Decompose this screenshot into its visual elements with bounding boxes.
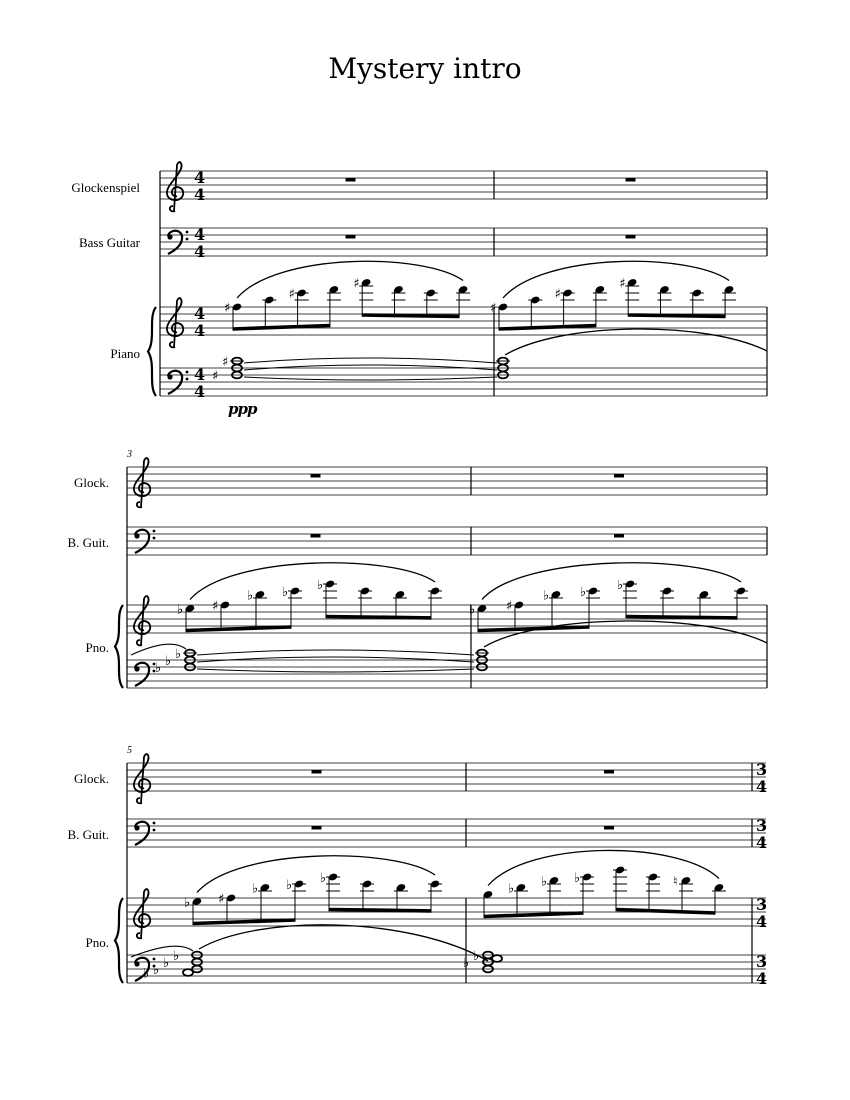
instrument-label-bass-guitar-short: B. Guit. [67, 535, 109, 550]
flat-icon: ♭ [153, 963, 160, 978]
measure-number: 5 [127, 745, 132, 756]
sharp-icon: ♯ [554, 287, 561, 302]
piano-brace [115, 898, 123, 983]
time-signature: 4 [194, 225, 206, 244]
whole-rest [311, 534, 321, 538]
slur [199, 925, 488, 961]
bass-clef-dot [186, 371, 189, 374]
bass-clef-dot [186, 378, 189, 381]
bass-clef-dot [153, 537, 156, 540]
piano-brace [148, 307, 156, 396]
bass-clef-dot [153, 958, 156, 961]
flat-icon: ♭ [320, 871, 327, 886]
time-signature: 4 [194, 168, 206, 187]
whole-rest [346, 235, 356, 239]
time-signature-change: 4 [756, 833, 768, 852]
score-title: Mystery intro [328, 52, 522, 85]
flat-icon: ♭ [543, 588, 550, 604]
tie [244, 377, 497, 380]
bass-clef-icon [134, 666, 139, 671]
whole-rest [312, 826, 322, 830]
whole-note [492, 955, 502, 962]
flat-icon: ♭ [580, 585, 587, 600]
time-signature: 4 [194, 365, 206, 384]
whole-rest [626, 235, 636, 239]
beam [616, 910, 716, 914]
treble-clef-icon [134, 596, 150, 645]
system-3 [115, 754, 766, 983]
time-signature: 4 [194, 382, 206, 401]
sharp-icon: ♯ [490, 301, 497, 316]
whole-rest [604, 826, 614, 830]
bass-clef-dot [186, 238, 189, 241]
bass-clef-icon [134, 961, 139, 966]
instrument-label-glock-short: Glock. [73, 771, 109, 786]
flat-icon: ♭ [508, 881, 515, 897]
flat-icon: ♭ [173, 949, 180, 964]
whole-rest [626, 178, 636, 182]
slur [505, 329, 767, 355]
bass-clef-icon [167, 234, 172, 239]
instrument-label-glockenspiel: Glockenspiel [71, 180, 140, 195]
tie [197, 669, 474, 672]
sharp-icon: ♯ [288, 287, 295, 302]
tie [197, 650, 474, 655]
measure-number: 3 [127, 449, 132, 460]
flat-icon: ♭ [617, 578, 624, 593]
instrument-label-piano-short: Pno. [85, 935, 109, 950]
tie [197, 657, 474, 662]
flat-icon: ♭ [175, 647, 182, 662]
flat-icon: ♭ [177, 602, 184, 618]
beam [329, 910, 432, 911]
time-signature-change: 4 [756, 777, 768, 796]
tie [244, 358, 497, 363]
flat-icon: ♭ [317, 578, 324, 593]
sharp-icon: ♯ [212, 369, 219, 384]
bass-clef-dot [153, 829, 156, 832]
time-signature: 4 [194, 185, 206, 204]
instrument-label-piano-short: Pno. [85, 640, 109, 655]
flat-icon: ♭ [286, 878, 293, 893]
bass-clef-icon [167, 374, 172, 379]
flat-icon: ♭ [473, 949, 480, 964]
beam [362, 315, 460, 316]
time-signature-change: 3 [756, 816, 768, 835]
flat-icon: ♭ [541, 874, 548, 890]
sharp-icon: ♯ [506, 599, 513, 614]
beam [499, 326, 597, 330]
flat-icon: ♭ [247, 588, 254, 604]
treble-clef-icon [167, 162, 183, 211]
natural-icon: ♮ [673, 874, 678, 890]
sharp-icon: ♯ [353, 276, 360, 292]
bass-clef-icon [134, 533, 139, 538]
flat-icon: ♭ [282, 585, 289, 600]
beam [186, 627, 292, 631]
instrument-label-glock-short: Glock. [73, 475, 109, 490]
beam [233, 326, 331, 330]
beam [484, 913, 584, 917]
whole-rest [614, 474, 624, 478]
bass-clef-dot [153, 822, 156, 825]
time-signature-change: 4 [756, 912, 768, 931]
beam [193, 920, 296, 924]
time-signature-change: 3 [756, 760, 768, 779]
whole-rest [346, 178, 356, 182]
piano-brace [115, 605, 123, 688]
slur [484, 621, 767, 647]
time-signature: 4 [194, 304, 206, 323]
sharp-icon: ♯ [619, 276, 626, 292]
treble-clef-icon [134, 458, 150, 507]
system-2 [115, 458, 767, 688]
instrument-label-piano: Piano [110, 346, 140, 361]
sharp-icon: ♯ [222, 355, 229, 370]
time-signature-change: 3 [756, 895, 768, 914]
flat-icon: ♭ [469, 602, 476, 618]
flat-icon: ♭ [463, 956, 470, 971]
flat-icon: ♭ [252, 881, 259, 897]
flat-icon: ♭ [163, 956, 170, 971]
flat-icon: ♭ [165, 654, 172, 669]
treble-clef-icon [134, 889, 150, 938]
whole-rest [604, 770, 614, 774]
time-signature-change: 3 [756, 952, 768, 971]
whole-note [183, 969, 193, 976]
whole-rest [312, 770, 322, 774]
bass-clef-dot [186, 231, 189, 234]
treble-clef-icon [167, 298, 183, 347]
bass-clef-icon [134, 825, 139, 830]
sharp-icon: ♯ [212, 599, 219, 614]
time-signature: 4 [194, 321, 206, 340]
flat-icon: ♭ [155, 661, 162, 676]
beam [626, 617, 738, 618]
whole-rest [614, 534, 624, 538]
whole-rest [311, 474, 321, 478]
sharp-icon: ♯ [224, 301, 231, 316]
instrument-label-bass-guitar: Bass Guitar [78, 235, 140, 250]
flat-icon: ♭ [184, 895, 191, 911]
time-signature-change: 4 [756, 969, 768, 988]
tie [244, 365, 497, 370]
beam [628, 315, 726, 316]
dynamic-marking: ppp [228, 400, 257, 418]
flat-icon: ♭ [574, 871, 581, 886]
flat-icon: ♭ [143, 966, 150, 982]
beam [326, 617, 432, 618]
time-signature: 4 [194, 242, 206, 261]
instrument-label-bass-guitar-short: B. Guit. [67, 827, 109, 842]
treble-clef-icon [134, 754, 150, 803]
bass-clef-dot [153, 530, 156, 533]
sharp-icon: ♯ [218, 892, 225, 907]
